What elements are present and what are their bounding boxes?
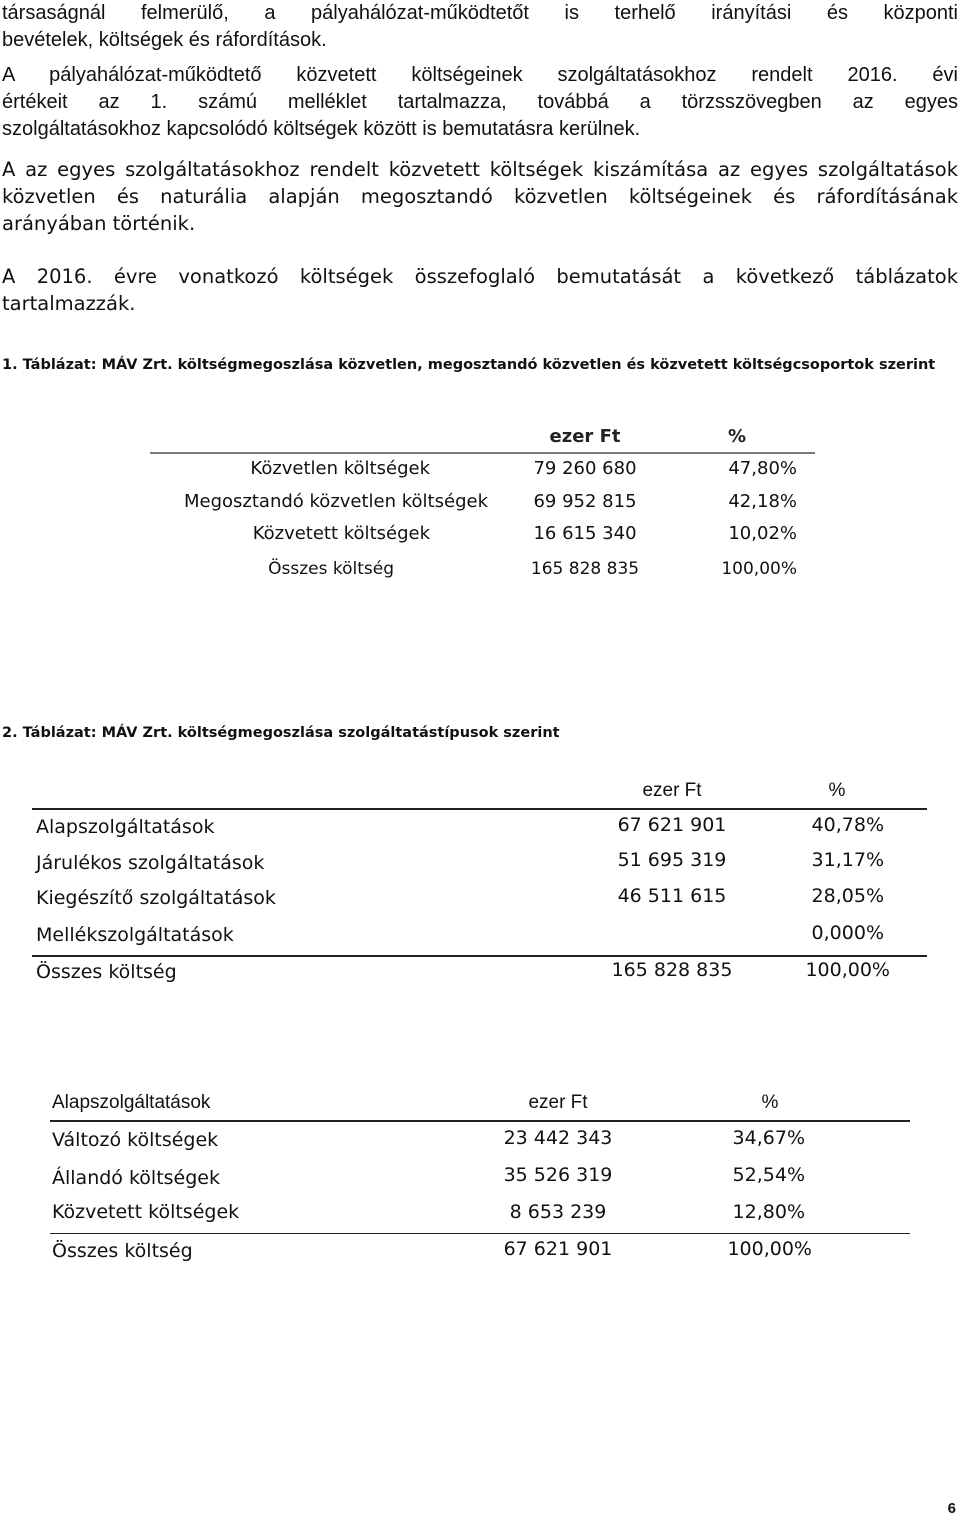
- paragraph-line: tartalmazzák.: [2, 292, 136, 315]
- table-2-row-pct: 40,78%: [811, 814, 884, 836]
- table-3-header-amount: ezer Ft: [528, 1092, 588, 1113]
- table-3-header-pct: %: [761, 1092, 779, 1113]
- table-2-total-amount: 165 828 835: [611, 959, 733, 981]
- table-1-row-label: Megosztandó közvetlen költségek: [184, 491, 488, 512]
- table-2-row-label: Mellékszolgáltatások: [36, 924, 234, 946]
- table-3-row-label: Közvetett költségek: [52, 1201, 240, 1223]
- table-2-row-amount: 46 511 615: [617, 885, 727, 907]
- table-3-row-pct: 34,67%: [732, 1127, 805, 1149]
- table-2-row-label: Alapszolgáltatások: [36, 816, 215, 838]
- table-2-row-label: Kiegészítő szolgáltatások: [36, 887, 276, 909]
- table-3-row-label: Változó költségek: [52, 1129, 219, 1151]
- table-1-total-amount: 165 828 835: [530, 559, 640, 579]
- table-3: [50, 1090, 910, 1270]
- table-3-row-amount: 8 653 239: [509, 1201, 607, 1223]
- table-1: [150, 420, 815, 600]
- table-2-row-pct: 31,17%: [811, 849, 884, 871]
- table-3-total-amount: 67 621 901: [503, 1238, 613, 1260]
- table-2-total-label: Összes költség: [36, 961, 177, 983]
- table-1-row-label: Közvetett költségek: [252, 523, 430, 544]
- paragraph-line: bevételek, költségek és ráfordítások.: [2, 29, 327, 51]
- table-1-total-pct: 100,00%: [721, 559, 797, 579]
- table-3-row-label: Állandó költségek: [52, 1167, 220, 1189]
- table-1-row-amount: 79 260 680: [533, 458, 637, 479]
- table-2-row-amount: 67 621 901: [617, 814, 727, 836]
- table-2-total-pct: 100,00%: [805, 959, 890, 981]
- table-1-row-amount: 16 615 340: [533, 523, 637, 544]
- table-3-header-rule: [50, 1120, 910, 1122]
- table-2-row-pct: 28,05%: [811, 885, 884, 907]
- table-3-row-amount: 35 526 319: [503, 1164, 613, 1186]
- paragraph-4: [2, 263, 958, 317]
- table-1-row-pct: 42,18%: [728, 491, 797, 512]
- table-3-header-label: Alapszolgáltatások: [52, 1092, 211, 1113]
- table-3-total-label: Összes költség: [52, 1240, 193, 1262]
- table-3-row-pct: 52,54%: [732, 1164, 805, 1186]
- table-3-row-amount: 23 442 343: [503, 1127, 613, 1149]
- table-1-row-pct: 10,02%: [728, 523, 797, 544]
- paragraph-2: [2, 62, 958, 143]
- table-2: [32, 778, 927, 993]
- table-1-header-amount: ezer Ft: [549, 426, 621, 447]
- table-3-row-pct: 12,80%: [732, 1201, 805, 1223]
- paragraph-line: arányában történik.: [2, 212, 196, 235]
- paragraph-line: A az egyes szolgáltatásokhoz rendelt közvetett költségek kiszámítása az egyes szolgáltatások: [2, 158, 958, 181]
- paragraph-line: A 2016. évre vonatkozó költségek összefoglaló bemutatását a következő táblázatok: [2, 265, 958, 288]
- table-1-row-amount: 69 952 815: [533, 491, 637, 512]
- paragraph-line: A pályahálózat-működtető közvetett költségeinek szolgáltatásokhoz rendelt 2016. évi: [2, 64, 958, 86]
- table-3-total-rule: [50, 1233, 910, 1234]
- table-2-header-amount: ezer Ft: [642, 780, 702, 801]
- paragraph-line: értékeit az 1. számú melléklet tartalmazza, továbbá a törzsszövegben az egyes: [2, 91, 958, 113]
- paragraph-3: [2, 156, 958, 237]
- table-3-total-pct: 100,00%: [727, 1238, 812, 1260]
- table-1-header-rule: [150, 452, 815, 454]
- table-2-header-rule: [32, 808, 927, 810]
- paragraph-line: szolgáltatásokhoz kapcsolódó költségek között is bemutatásra kerülnek.: [2, 118, 641, 140]
- page-number: 6: [947, 1500, 956, 1517]
- table-1-row-label: Közvetlen költségek: [250, 458, 430, 479]
- table-2-row-label: Járulékos szolgáltatások: [36, 852, 265, 874]
- table-2-caption: 2. Táblázat: MÁV Zrt. költségmegoszlása szolgáltatástípusok szerint: [2, 725, 560, 741]
- table-1-caption: 1. Táblázat: MÁV Zrt. költségmegoszlása közvetlen, megosztandó közvetlen és közvetett költségcsoportok szerint: [2, 357, 936, 373]
- table-1-row-pct: 47,80%: [728, 458, 797, 479]
- paragraph-line: társaságnál felmerülő, a pályahálózat-működtetőt is terhelő irányítási és központi: [2, 2, 958, 24]
- paragraph-1: [2, 0, 958, 54]
- table-2-total-rule: [32, 955, 927, 957]
- table-1-total-label: Összes költség: [268, 559, 394, 579]
- paragraph-line: közvetlen és naturália alapján megosztandó közvetlen költségeinek és ráfordításának: [2, 185, 958, 208]
- table-2-row-pct: 0,000%: [811, 922, 884, 944]
- table-1-header-pct: %: [727, 426, 747, 447]
- table-2-header-pct: %: [828, 780, 846, 801]
- table-2-row-amount: 51 695 319: [617, 849, 727, 871]
